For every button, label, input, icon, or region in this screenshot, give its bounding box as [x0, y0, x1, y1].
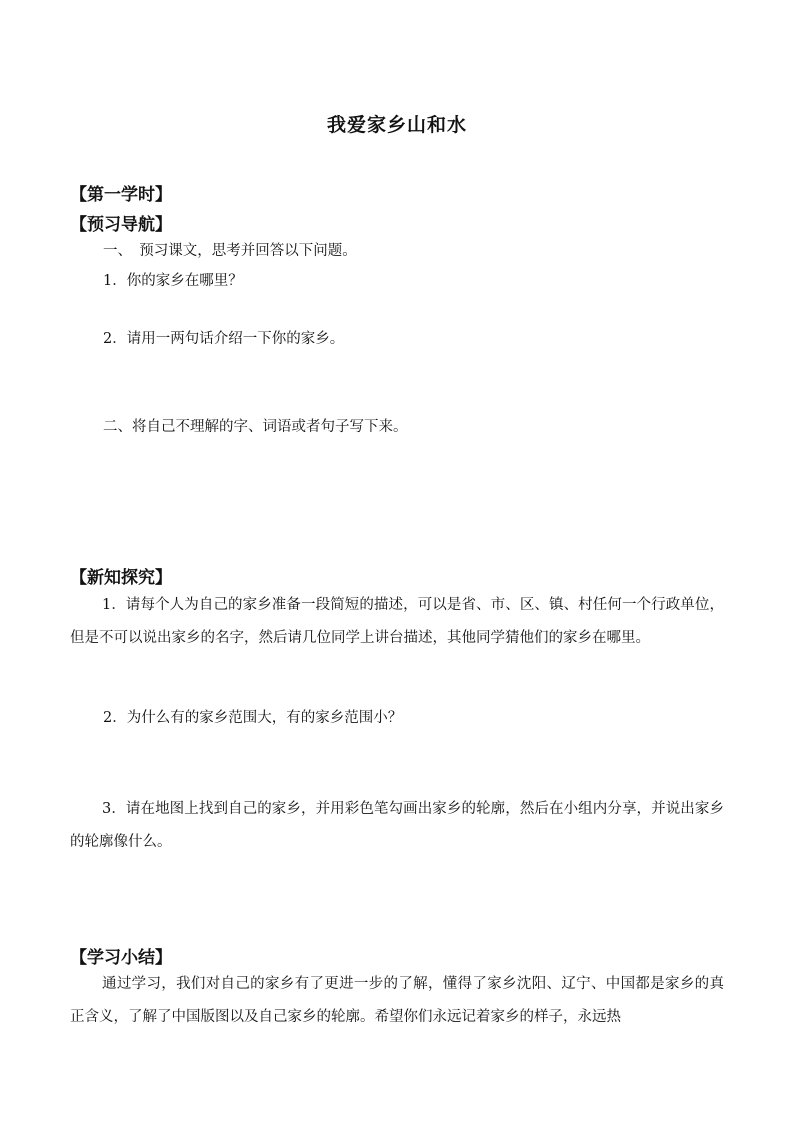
heading-preview-guide: 【预习导航】	[70, 215, 172, 235]
heading-first-lesson: 【第一学时】	[70, 185, 172, 205]
heading-new-knowledge: 【新知探究】	[70, 568, 172, 588]
document-title: 我爱家乡山和水	[326, 114, 467, 136]
preview-question-1: 1．你的家乡在哪里？	[103, 273, 243, 289]
explore-question-2: 2．为什么有的家乡范围大，有的家乡范围小？	[103, 710, 403, 726]
summary-paragraph: 通过学习，我们对自己的家乡有了更进一步的了解，懂得了家乡沈阳、辽宁、中国都是家乡的真正含义，了解了中国版图以及自己家乡的轮廓。希望你们永远记着家乡的样子，永远热	[70, 976, 724, 1025]
explore-question-3: 3．请在地图上找到自己的家乡，并用彩色笔勾画出家乡的轮廓，然后在小组内分享，并说出家乡的轮廓像什么。	[70, 801, 724, 850]
preview-question-2: 2．请用一两句话介绍一下你的家乡。	[103, 331, 345, 347]
explore-question-1: 1．请每个人为自己的家乡准备一段简短的描述，可以是省、市、区、镇、村任何一个行政单位，但是不可以说出家乡的名字，然后请几位同学上讲台描述，其他同学猜他们的家乡在哪里。	[70, 597, 724, 646]
preview-item-1: 一、 预习课文，思考并回答以下问题。	[103, 243, 357, 259]
preview-item-2: 二、将自己不理解的字、词语或者句子写下来。	[103, 419, 408, 435]
heading-summary: 【学习小结】	[70, 948, 172, 968]
